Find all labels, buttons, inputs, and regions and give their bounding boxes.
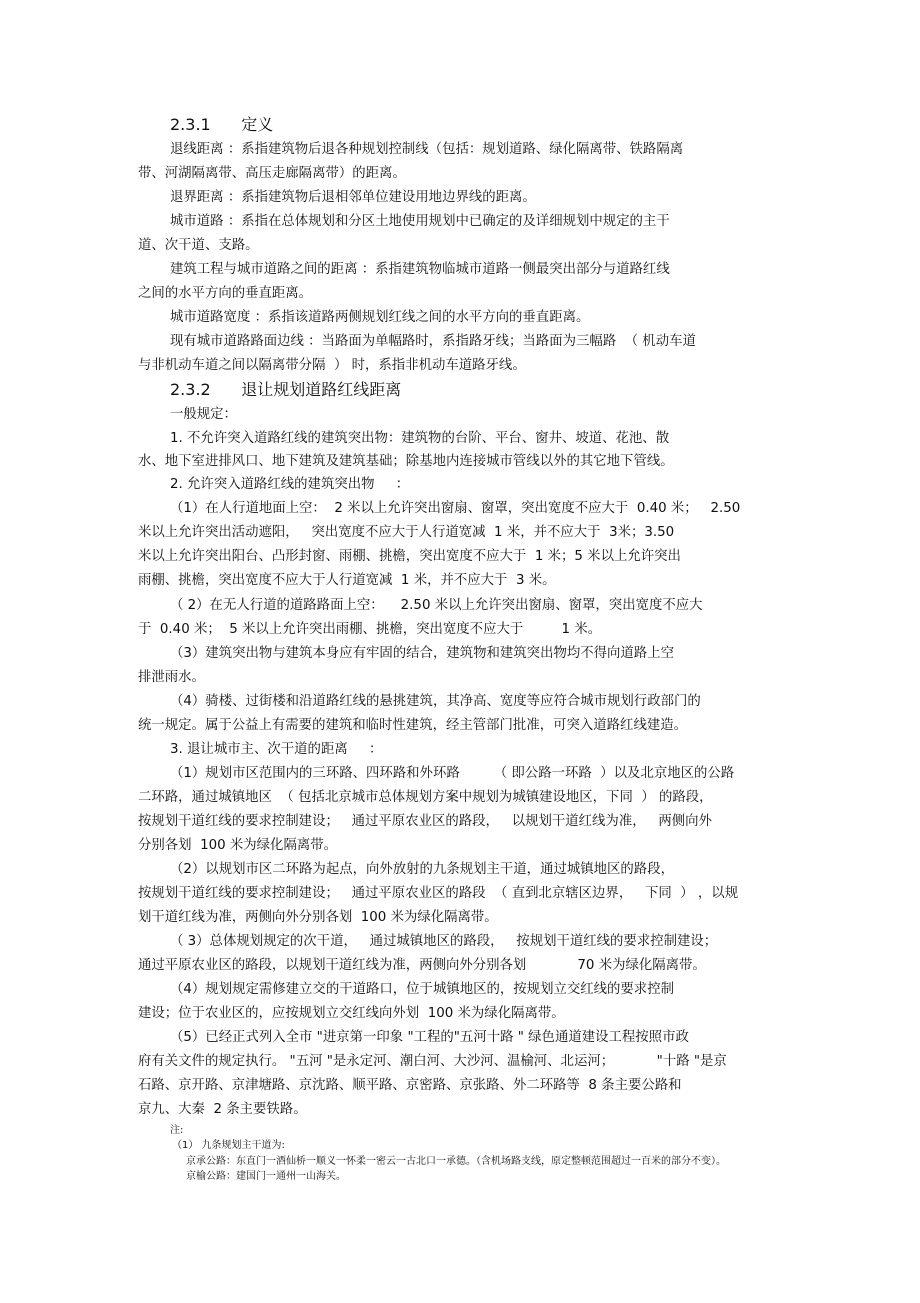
paragraph-line: 现有城市道路路面边线 ：当路面为单幅路时，系指路牙线；当路面为三幅路 （ 机动车道 xyxy=(170,334,696,349)
paragraph-line: 府有关文件的规定执行。 "五河 "是永定河、潮白河、大沙河、温榆河、北运河； "十路 "是京 xyxy=(138,1054,727,1069)
paragraph-line: 城市道路宽度 ：系指该道路两侧规划红线之间的水平方向的垂直距离。 xyxy=(170,310,590,325)
paragraph-line: 一般规定： xyxy=(170,407,237,422)
paragraph-line: （3）建筑突出物与建筑本身应有牢固的结合，建筑物和建筑突出物均不得向道路上空 xyxy=(170,646,674,661)
paragraph-line: 通过平原农业区的路段，以规划干道红线为准，两侧向外分别各划 70 米为绿化隔离带。 xyxy=(138,958,706,973)
note-label: 注: xyxy=(170,1125,184,1136)
paragraph-line: 于 0.40 米； 5 米以上允许突出雨棚、挑檐，突出宽度不应大于 1 米。 xyxy=(138,622,602,637)
note-line: 京榆公路：建国门一通州一山海关。 xyxy=(186,1171,346,1182)
paragraph-line: 米以上允许突出活动遮阳， 突出宽度不应大于人行道宽减 1 米，并不应大于 3米；3.50 xyxy=(138,525,675,540)
paragraph-line: （4）规划规定需修建立交的干道路口，位于城镇地区的，按规划立交红线的要求控制 xyxy=(170,982,674,997)
paragraph-line: 带、河湖隔离带、高压走廊隔离带）的距离。 xyxy=(138,166,406,181)
paragraph-line: 划干道红线为准，两侧向外分别各划 100 米为绿化隔离带。 xyxy=(138,910,498,925)
section-heading-2-3-1: 2.3.1 定义 xyxy=(170,115,274,134)
paragraph-line: 按规划干道红线的要求控制建设； 通过平原农业区的路段， 以规划干道红线为准， 两侧向外 xyxy=(138,814,712,829)
paragraph-line: 与非机动车道之间以隔离带分隔 ） 时，系指非机动车道路牙线。 xyxy=(138,358,526,373)
paragraph-line: （1）在人行道地面上空： 2 米以上允许突出窗扇、窗罩，突出宽度不应大于 0.40 米； 2.50 xyxy=(170,501,741,516)
paragraph-line: 二环路，通过城镇地区 （ 包括北京城市总体规划方案中规划为城镇建设地区，下同 ） 的路段， xyxy=(138,790,713,805)
paragraph-line: （2）以规划市区二环路为起点，向外放射的九条规划主干道，通过城镇地区的路段， xyxy=(170,862,674,877)
paragraph-line: 1. 不允许突入道路红线的建筑突出物：建筑物的台阶、平台、窗井、坡道、花池、散 xyxy=(170,431,670,446)
paragraph-line: 京九、大秦 2 条主要铁路。 xyxy=(138,1102,307,1117)
paragraph-line: 米以上允许突出阳台、凸形封窗、雨棚、挑檐，突出宽度不应大于 1 米；5 米以上允许突出 xyxy=(138,549,681,564)
paragraph-line: 统一规定。属于公益上有需要的建筑和临时性建筑，经主管部门批准，可突入道路红线建造。 xyxy=(138,718,688,733)
note-line: 京承公路：东直门一酒仙桥一顺义一怀柔一密云一古北口一承德。（含机场路支线，原定整顿范围超过一百米的部分不变）。 xyxy=(186,1156,726,1167)
paragraph-line: 石路、京开路、京津塘路、京沈路、顺平路、京密路、京张路、外二环路等 8 条主要公路和 xyxy=(138,1078,682,1093)
section-heading-2-3-2: 2.3.2 退让规划道路红线距离 xyxy=(170,380,402,399)
note-line: （1） 九条规划主干道为: xyxy=(172,1140,285,1151)
paragraph-line: （ 2）在无人行道的道路路面上空： 2.50 米以上允许突出窗扇、窗罩，突出宽度不应大 xyxy=(170,598,703,613)
paragraph-line: 退线距离 ：系指建筑物后退各种规划控制线（包括：规划道路、绿化隔离带、铁路隔离 xyxy=(170,142,684,157)
paragraph-line: 建设；位于农业区的，应按规划立交红线向外划 100 米为绿化隔离带。 xyxy=(138,1006,565,1021)
paragraph-line: （5）已经正式列入全市 "进京第一印象 "工程的"五河十路 " 绿色通道建设工程按照市政 xyxy=(170,1030,689,1045)
paragraph-line: 分别各划 100 米为绿化隔离带。 xyxy=(138,838,338,853)
paragraph-line: 水、地下室进排风口、地下建筑及建筑基础；除基地内连接城市管线以外的其它地下管线。 xyxy=(138,454,674,469)
paragraph-line: （ 3）总体规划规定的次干道， 通过城镇地区的路段， 按规划干道红线的要求控制建设； xyxy=(170,934,718,949)
paragraph-line: 城市道路 ：系指在总体规划和分区土地使用规划中已确定的及详细规划中规定的主干 xyxy=(170,214,670,229)
paragraph-line: 雨棚、挑檐，突出宽度不应大于人行道宽减 1 米，并不应大于 3 米。 xyxy=(138,573,556,588)
paragraph-line: 2. 允许突入道路红线的建筑突出物 ： xyxy=(170,477,410,492)
paragraph-line: 道、次干道、支路。 xyxy=(138,238,259,253)
paragraph-line: 之间的水平方向的垂直距离。 xyxy=(138,286,313,301)
paragraph-line: （1）规划市区范围内的三环路、四环路和外环路 （ 即公路一环路 ）以及北京地区的公路 xyxy=(170,766,735,781)
paragraph-line: 按规划干道红线的要求控制建设； 通过平原农业区的路段 （ 直到北京辖区边界， 下同 ） ，以规 xyxy=(138,886,739,901)
paragraph-line: 退界距离 ：系指建筑物后退相邻单位建设用地边界线的距离。 xyxy=(170,190,536,205)
paragraph-line: 排泄雨水。 xyxy=(138,670,205,685)
paragraph-line: 建筑工程与城市道路之间的距离 ：系指建筑物临城市道路一侧最突出部分与道路红线 xyxy=(170,262,670,277)
paragraph-line: 3. 退让城市主、次干道的距离 ： xyxy=(170,742,383,757)
paragraph-line: （4）骑楼、过街楼和沿道路红线的悬挑建筑，其净高、宽度等应符合城市规划行政部门的 xyxy=(170,694,701,709)
